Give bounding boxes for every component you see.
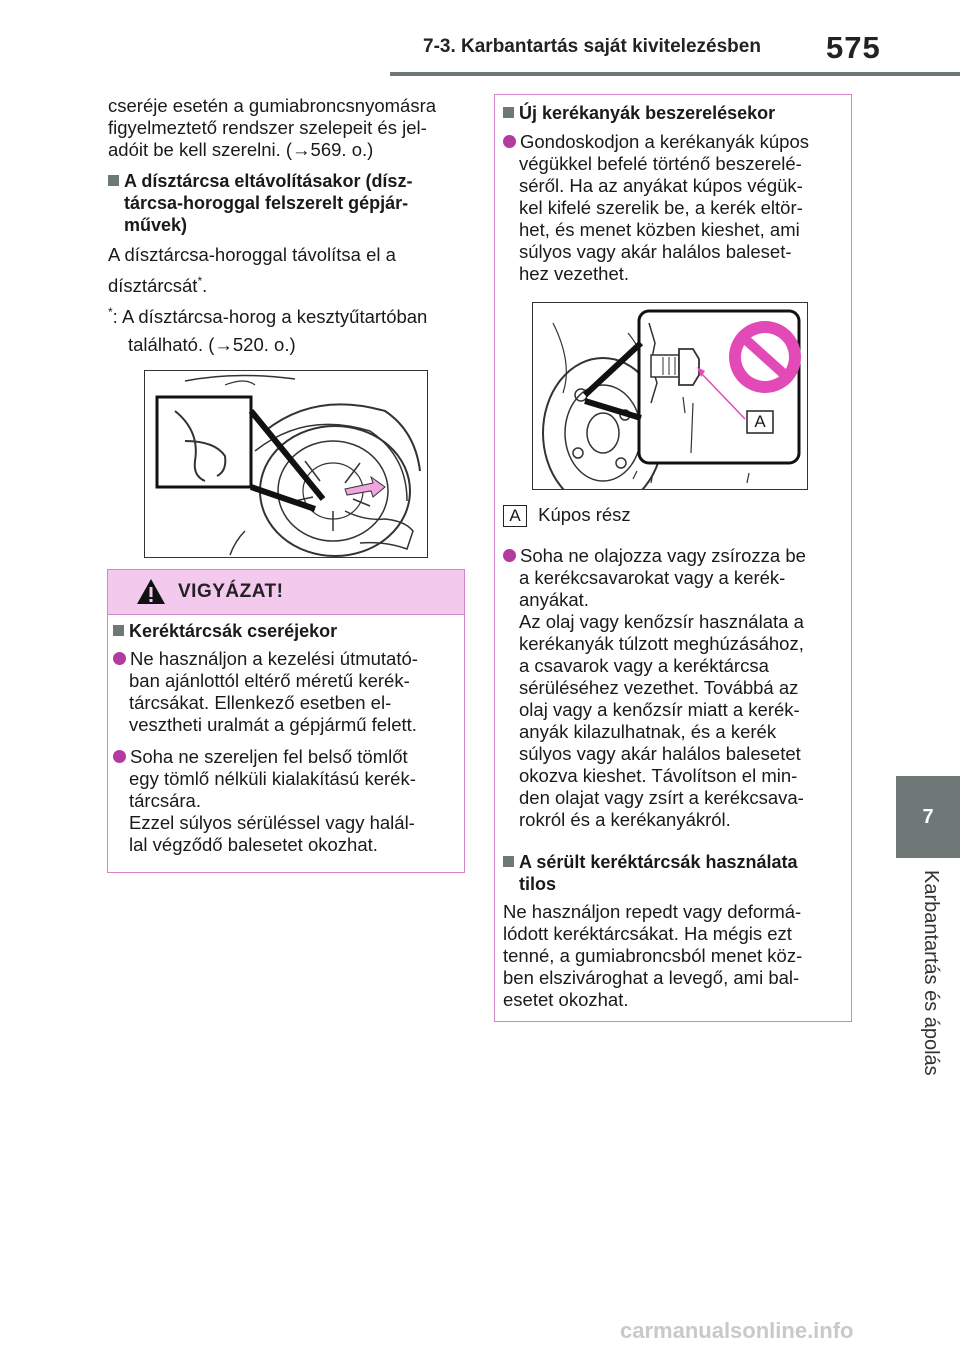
bullet-line: séről. Ha az anyákat kúpos végük- bbox=[519, 175, 803, 196]
page-number: 575 bbox=[826, 30, 881, 65]
bullet-line: vesztheti uralmát a gépjármű felett. bbox=[129, 714, 417, 735]
heading-line: művek) bbox=[124, 215, 188, 235]
bullet-line: anyák kilazulhatnak, és a kerék bbox=[519, 721, 777, 742]
bullet-line: sérüléséhez vezethet. Továbbá az bbox=[519, 677, 799, 698]
bullet-line: a kerékcsavarokat vagy a kerék- bbox=[519, 567, 786, 588]
watermark: carmanualsonline.info bbox=[620, 1318, 854, 1343]
caution-bullet-2 bbox=[503, 545, 848, 831]
wheel-cap-removal-figure bbox=[144, 370, 428, 558]
caution-text-2 bbox=[503, 901, 848, 1011]
bullet-line: anyákat. bbox=[519, 589, 589, 610]
heading-line: A dísztárcsa eltávolításakor (dísz- bbox=[124, 171, 413, 191]
figure-legend bbox=[503, 504, 843, 527]
warning-header bbox=[108, 570, 464, 615]
text-line: esetet okozhat. bbox=[503, 989, 629, 1010]
bullet-line: Soha ne szereljen fel belső tömlőt bbox=[130, 746, 408, 767]
lug-nut-illustration bbox=[533, 303, 807, 489]
bullet-line: hez vezethet. bbox=[519, 263, 630, 284]
bullet-line: Gondoskodjon a kerékanyák kúpos bbox=[520, 131, 809, 152]
bullet-line: tárcsára. bbox=[129, 790, 201, 811]
footnote-line: A dísztárcsa-horog a kesztyűtartóban bbox=[121, 306, 428, 328]
square-bullet-icon bbox=[503, 856, 514, 867]
bullet-line: Ne használjon a kezelési útmutató- bbox=[130, 648, 418, 669]
warning-heading bbox=[113, 620, 458, 642]
text-line: Ne használjon repedt vagy deformá- bbox=[503, 901, 802, 922]
caution-heading-text: Új kerékanyák beszerelésekor bbox=[519, 103, 776, 123]
text-line: ben elszivároghat a levegő, ami bal- bbox=[503, 967, 800, 988]
bullet-line: olaj vagy a kenőzsír miatt a kerék- bbox=[519, 699, 800, 720]
circle-bullet-icon bbox=[113, 750, 126, 763]
caution-box bbox=[494, 94, 852, 1022]
intro-line: figyelmeztető rendszer szelepeit és jel- bbox=[108, 117, 427, 138]
footnote-asterisk: * bbox=[108, 305, 113, 319]
warning-heading-text: Keréktárcsák cseréjekor bbox=[129, 621, 338, 641]
bullet-line: het, és menet közben kieshet, ami bbox=[519, 219, 800, 240]
bullet-line: Az olaj vagy kenőzsír használata a bbox=[519, 611, 804, 632]
intro-paragraph bbox=[108, 95, 458, 161]
text-line: dísztárcsát bbox=[108, 275, 198, 297]
circle-bullet-icon bbox=[503, 549, 516, 562]
bullet-line: ban ajánlottól eltérő méretű kerék- bbox=[129, 670, 410, 691]
bullet-line: Soha ne olajozza vagy zsírozza be bbox=[520, 545, 806, 566]
bullet-line: den olajat vagy zsírt a kerékcsava- bbox=[519, 787, 804, 808]
bullet-line: kerékanyák túlzott meghúzásához, bbox=[519, 633, 804, 654]
bullet-line: okozva kieshet. Távolítson el min- bbox=[519, 765, 798, 786]
heading-line: A sérült keréktárcsák használata bbox=[519, 852, 798, 872]
text-line: A dísztárcsa-horoggal távolítsa el a bbox=[108, 244, 396, 265]
footnote-line: található. (→520. o.) bbox=[128, 334, 296, 356]
square-bullet-icon bbox=[108, 175, 119, 186]
bullet-line: lal végződő balesetet okozhat. bbox=[129, 834, 378, 855]
warning-bullet-1 bbox=[113, 648, 458, 736]
heading-line: tilos bbox=[519, 874, 557, 894]
bullet-line: súlyos vagy akár halálos balesetet bbox=[519, 743, 801, 764]
asterisk: * bbox=[197, 274, 203, 288]
wheel-illustration bbox=[145, 371, 427, 557]
legend-text: Kúpos rész bbox=[538, 504, 631, 525]
bullet-line: a csavarok vagy a keréktárcsa bbox=[519, 655, 769, 676]
warning-bullet-2 bbox=[113, 746, 458, 856]
bullet-line: végükkel befelé történő beszerelé- bbox=[519, 153, 802, 174]
warning-triangle-icon bbox=[136, 578, 166, 605]
square-bullet-icon bbox=[113, 625, 124, 636]
heading-line: tárcsa-horoggal felszerelt gépjár- bbox=[124, 193, 409, 213]
legend-label-box: A bbox=[503, 505, 527, 527]
intro-line: cseréje esetén a gumiabroncsnyomásra bbox=[108, 95, 437, 116]
circle-bullet-icon bbox=[113, 652, 126, 665]
warning-title: VIGYÁZAT! bbox=[178, 581, 284, 602]
section1-text bbox=[108, 242, 458, 299]
bullet-line: Ezzel súlyos sérüléssel vagy halál- bbox=[129, 812, 415, 833]
period: . bbox=[202, 275, 208, 297]
intro-line: adóit be kell szerelni. (→569. o.) bbox=[108, 139, 374, 160]
lug-nut-figure bbox=[532, 302, 808, 490]
circle-bullet-icon bbox=[503, 135, 516, 148]
bullet-line: súlyos vagy akár halálos baleset- bbox=[519, 241, 792, 262]
square-bullet-icon bbox=[503, 107, 514, 118]
bullet-line: egy tömlő nélküli kialakítású kerék- bbox=[129, 768, 416, 789]
bullet-line: kel kifelé szerelik be, a kerék eltör- bbox=[519, 197, 803, 218]
bullet-line: rokról és a kerékanyákról. bbox=[519, 809, 731, 830]
header-rule bbox=[390, 72, 960, 76]
caution-bullet-1 bbox=[503, 131, 848, 285]
footnote: *: A dísztárcsa-horog a kesztyűtartóban található. (→520. o.) bbox=[108, 298, 468, 359]
caution-heading-2 bbox=[503, 851, 848, 895]
chapter-tab[interactable]: 7 bbox=[896, 776, 960, 858]
section1-heading bbox=[108, 170, 458, 236]
chapter-label-text: Karbantartás és ápolás bbox=[920, 870, 942, 1076]
chapter-label bbox=[896, 870, 960, 1100]
text-line: tenné, a gumiabroncsból menet köz- bbox=[503, 945, 803, 966]
caution-heading-1 bbox=[503, 102, 848, 124]
figure-callout-a: A bbox=[754, 412, 766, 431]
bullet-line: tárcsákat. Ellenkező esetben el- bbox=[129, 692, 392, 713]
section-title: 7-3. Karbantartás saját kivitelezésben bbox=[423, 36, 761, 57]
text-line: lódott keréktárcsákat. Ha mégis ezt bbox=[503, 923, 792, 944]
warning-box bbox=[107, 569, 465, 873]
